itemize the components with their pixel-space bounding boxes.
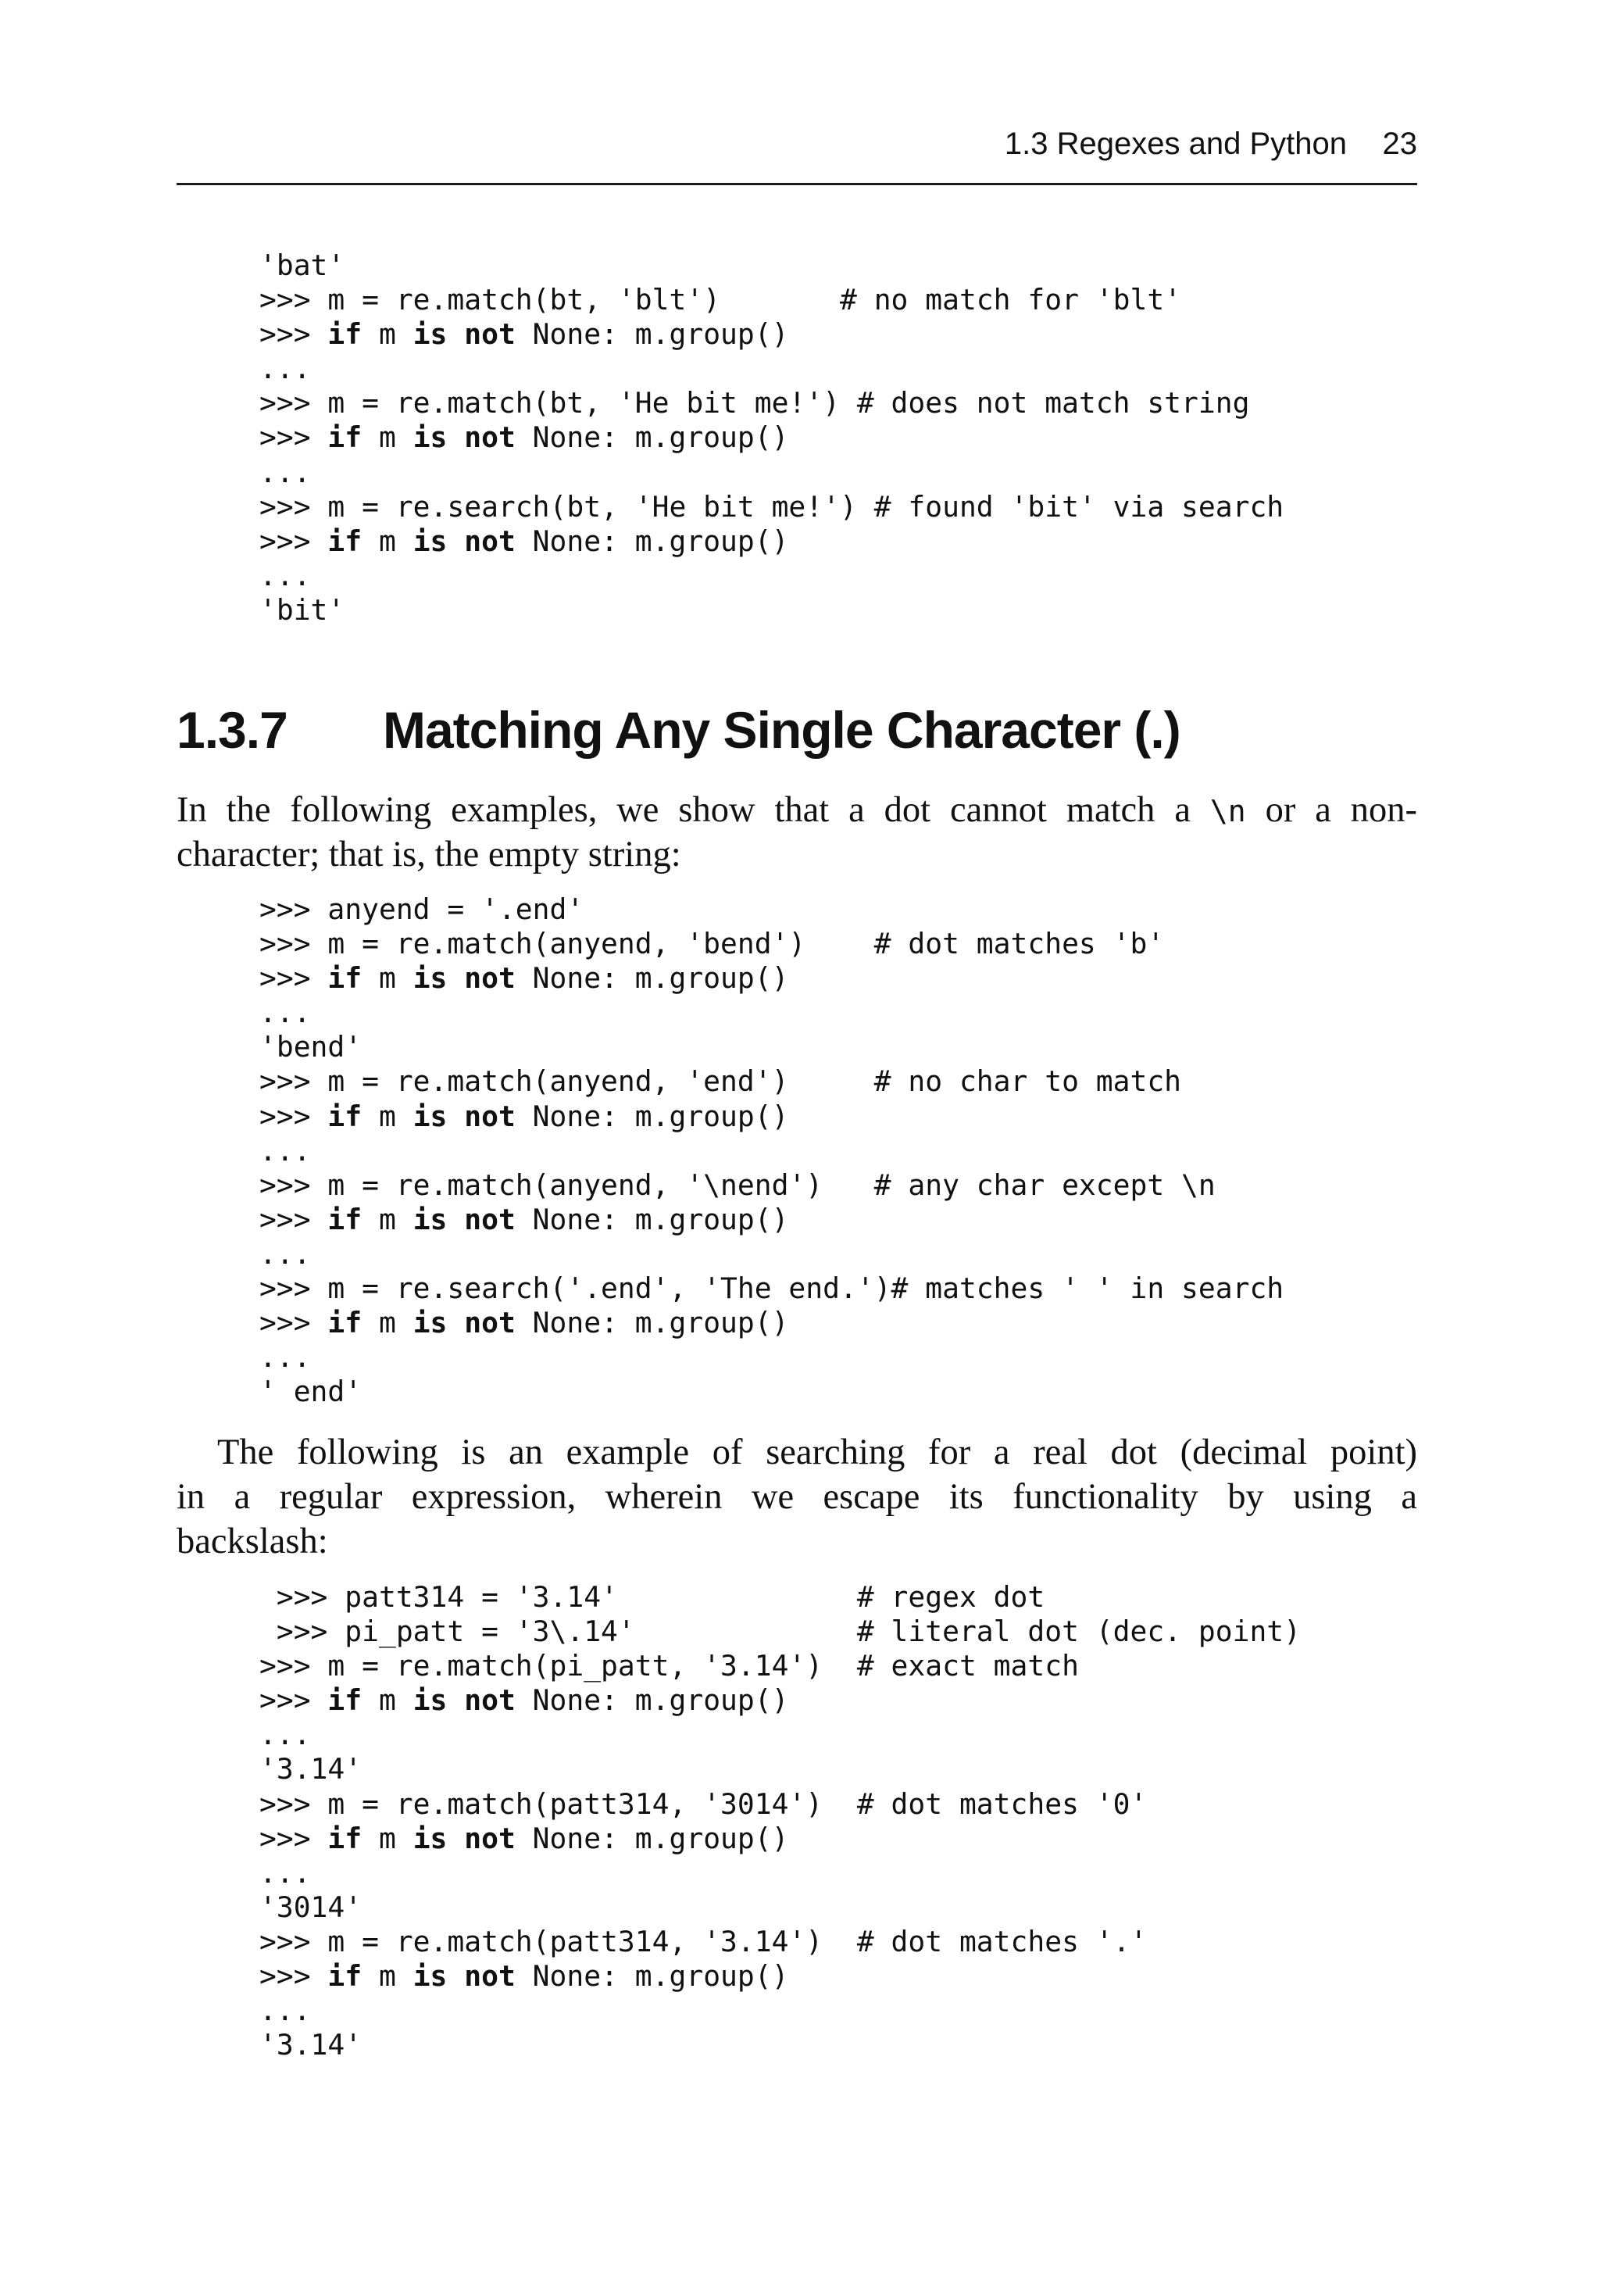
paragraph-1-text-a: In the following examples, we show that a dot cannot match a [177, 790, 1210, 830]
code-line [259, 1752, 1301, 1786]
code-text: None: m.group() [515, 1821, 789, 1855]
code-line [259, 892, 1284, 927]
code-text: m [362, 1306, 413, 1340]
code-text: None: m.group() [515, 1683, 789, 1718]
code-text: None: m.group() [515, 1099, 789, 1133]
code-text: >>> [259, 1202, 328, 1236]
code-block-2 [259, 892, 1284, 1409]
code-line [259, 1856, 1301, 1890]
code-line [259, 996, 1284, 1030]
code-keyword: if [327, 961, 362, 996]
code-text: None: m.group() [515, 1306, 789, 1340]
code-line [259, 1168, 1284, 1203]
code-line [259, 1615, 1301, 1649]
code-text: ... [259, 455, 311, 489]
code-keyword: if [327, 1821, 362, 1855]
code-line [259, 2028, 1301, 2062]
section-number: 1.3.7 [177, 701, 288, 759]
code-text: m [362, 524, 413, 558]
code-keyword: is not [412, 420, 516, 455]
code-line [259, 1580, 1301, 1615]
code-text: None: m.group() [515, 1959, 789, 1994]
code-text: m [362, 1821, 413, 1855]
code-line [259, 386, 1284, 420]
code-line [259, 1134, 1284, 1168]
code-text: ... [259, 558, 311, 592]
code-text: >>> m = re.match(bt, 'blt') # no match for 'blt' [259, 283, 1182, 317]
code-text: >>> m = re.search('.end', 'The end.')# matches ' ' in search [259, 1271, 1284, 1306]
code-line [259, 1683, 1301, 1718]
code-text: ... [259, 352, 311, 386]
code-text: 'bend' [259, 1030, 362, 1064]
code-text: >>> m = re.match(anyend, 'bend') # dot matches 'b' [259, 927, 1165, 961]
code-keyword: if [327, 420, 362, 455]
code-keyword: is not [412, 1683, 516, 1718]
page-number: 23 [1382, 127, 1417, 161]
code-block-3 [259, 1580, 1301, 2062]
code-keyword: is not [412, 961, 516, 996]
code-text: None: m.group() [515, 317, 789, 352]
code-keyword: is not [412, 1202, 516, 1236]
code-line [259, 524, 1284, 559]
code-keyword: is not [412, 524, 516, 558]
code-line [259, 961, 1284, 996]
code-text: 'bit' [259, 592, 345, 627]
code-text: >>> [259, 1683, 328, 1718]
code-text: >>> m = re.match(patt314, '3014') # dot matches '0' [259, 1786, 1148, 1821]
code-line [259, 1925, 1301, 1959]
code-text: 'bat' [259, 249, 345, 282]
code-text: ... [259, 996, 311, 1030]
code-keyword: is not [412, 317, 516, 352]
paragraph-2-line-1: The following is an example of searching for a real dot (decimal point) [217, 1432, 1417, 1472]
code-keyword: is not [412, 1821, 516, 1855]
code-line [259, 1994, 1301, 2028]
paragraph-1-line-1 [177, 788, 1417, 832]
code-keyword: is not [412, 1306, 516, 1340]
code-text: m [362, 1202, 413, 1236]
code-text: m [362, 1683, 413, 1718]
code-line [259, 283, 1284, 317]
code-line [259, 559, 1284, 593]
code-line [259, 1203, 1284, 1237]
code-line [259, 1064, 1284, 1099]
code-line [259, 1718, 1301, 1752]
code-text: None: m.group() [515, 524, 789, 558]
code-keyword: if [327, 1959, 362, 1994]
paragraph-2-line-2: in a regular expression, wherein we escape its functionality by using a [177, 1477, 1417, 1517]
code-text: ... [259, 1855, 311, 1890]
running-head-title: 1.3 Regexes and Python [1004, 127, 1347, 161]
section-title: Matching Any Single Character (.) [383, 701, 1180, 759]
code-text: m [362, 961, 413, 996]
running-head [177, 117, 1417, 185]
code-text: m [362, 1099, 413, 1133]
code-text: >>> m = re.match(anyend, '\nend') # any char except \n [259, 1168, 1216, 1202]
code-text: >>> anyend = '.end' [259, 892, 584, 926]
code-line [259, 352, 1284, 386]
code-line [259, 1890, 1301, 1925]
code-text: >>> [259, 317, 328, 352]
code-text: >>> m = re.match(patt314, '3.14') # dot matches '.' [259, 1924, 1148, 1958]
code-text: >>> m = re.match(pi_patt, '3.14') # exact match [259, 1649, 1079, 1683]
code-keyword: if [327, 1683, 362, 1718]
code-keyword: if [327, 1099, 362, 1133]
paragraph-2-line-3: backslash: [177, 1522, 328, 1561]
code-text: >>> pi_patt = '3\.14' # literal dot (dec. point) [259, 1615, 1302, 1649]
section-heading [177, 699, 1180, 761]
code-line [259, 1306, 1284, 1340]
code-line [259, 593, 1284, 628]
code-text: ... [259, 1340, 311, 1375]
code-text: ... [259, 1994, 311, 2028]
code-keyword: is not [412, 1099, 516, 1133]
code-line [259, 420, 1284, 455]
code-text: >>> [259, 961, 328, 996]
code-keyword: if [327, 524, 362, 558]
code-line [259, 1237, 1284, 1271]
code-text: m [362, 1959, 413, 1994]
code-line [259, 927, 1284, 961]
code-text: >>> m = re.search(bt, 'He bit me!') # found 'bit' via search [259, 489, 1284, 524]
code-text: >>> [259, 1959, 328, 1994]
code-text: None: m.group() [515, 961, 789, 996]
code-text: >>> [259, 420, 328, 455]
paragraph-2 [177, 1430, 1417, 1564]
code-text: >>> [259, 1306, 328, 1340]
code-line [259, 1375, 1284, 1409]
code-text: None: m.group() [515, 420, 789, 455]
newline-escape-code: \n [1209, 794, 1246, 828]
code-text: ... [259, 1236, 311, 1271]
code-text: '3014' [259, 1890, 362, 1924]
code-keyword: if [327, 317, 362, 352]
code-line [259, 1030, 1284, 1064]
code-text: m [362, 420, 413, 455]
code-text: m [362, 317, 413, 352]
code-line [259, 1271, 1284, 1306]
code-line [259, 456, 1284, 490]
code-line [259, 1959, 1301, 1994]
code-text: >>> m = re.match(anyend, 'end') # no char to match [259, 1064, 1182, 1099]
paragraph-1-text-b: or a non- [1245, 790, 1417, 830]
code-text: ... [259, 1718, 311, 1752]
code-line [259, 1822, 1301, 1856]
code-line [259, 1100, 1284, 1134]
code-text: >>> [259, 1821, 328, 1855]
code-line [259, 1649, 1301, 1683]
code-text: >>> [259, 524, 328, 558]
paragraph-1 [177, 788, 1417, 877]
code-text: '3.14' [259, 1752, 362, 1786]
code-line [259, 1340, 1284, 1375]
code-line [259, 249, 1284, 283]
code-text: ... [259, 1133, 311, 1168]
code-keyword: is not [412, 1959, 516, 1994]
code-block-1 [259, 249, 1284, 628]
code-text: >>> m = re.match(bt, 'He bit me!') # does not match string [259, 386, 1250, 420]
paragraph-1-line-2: character; that is, the empty string: [177, 835, 681, 874]
code-text: ' end' [259, 1375, 362, 1409]
code-text: >>> patt314 = '3.14' # regex dot [259, 1580, 1045, 1614]
code-text: >>> [259, 1099, 328, 1133]
code-keyword: if [327, 1306, 362, 1340]
code-line [259, 317, 1284, 352]
code-line [259, 490, 1284, 524]
code-text: '3.14' [259, 2028, 362, 2062]
code-text: None: m.group() [515, 1202, 789, 1236]
code-line [259, 1787, 1301, 1822]
code-keyword: if [327, 1202, 362, 1236]
